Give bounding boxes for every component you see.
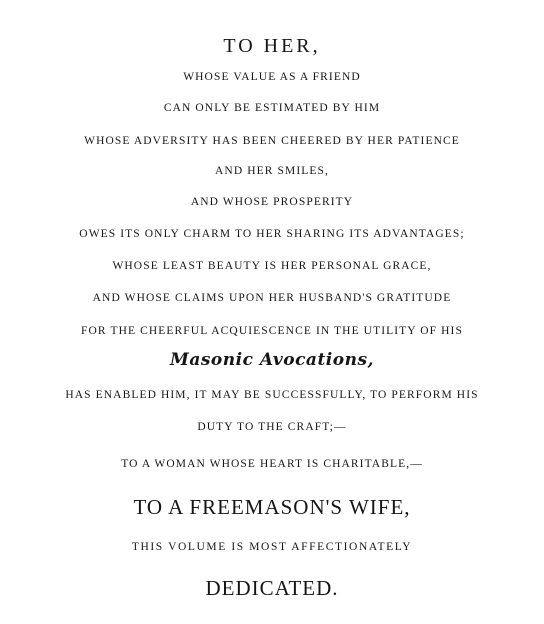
masonic-avocations: Masonic Avocations, xyxy=(170,350,374,370)
dedication-line-9: FOR THE CHEERFUL ACQUIESCENCE IN THE UTILITY OF HIS xyxy=(81,325,463,337)
dedication-line-3: WHOSE ADVERSITY HAS BEEN CHEERED BY HER PATIENCE xyxy=(84,135,460,147)
dedication-line-7: WHOSE LEAST BEAUTY IS HER PERSONAL GRACE, xyxy=(112,260,432,272)
dedication-line-5: AND WHOSE PROSPERITY xyxy=(190,196,354,208)
dedication-line-8: AND WHOSE CLAIMS UPON HER HUSBAND'S GRATITUDE xyxy=(92,292,452,304)
dedication-line-4: AND HER SMILES, xyxy=(215,165,329,177)
dedication-line-11: DUTY TO THE CRAFT;— xyxy=(197,421,347,433)
dedication-line-2: CAN ONLY BE ESTIMATED BY HIM xyxy=(163,102,381,114)
dedication-heading: TO HER, xyxy=(223,35,321,57)
dedication-line-1: WHOSE VALUE AS A FRIEND xyxy=(183,71,361,83)
dedication-line-10: HAS ENABLED HIM, IT MAY BE SUCCESSFULLY, TO PERFORM HIS xyxy=(65,389,479,401)
dedication-line-6: OWES ITS ONLY CHARM TO HER SHARING ITS ADVANTAGES; xyxy=(79,228,465,240)
dedication-line-12: TO A WOMAN WHOSE HEART IS CHARITABLE,— xyxy=(121,458,423,470)
dedicated: DEDICATED. xyxy=(205,576,339,600)
freemasons-wife: TO A FREEMASON'S WIFE, xyxy=(133,495,411,519)
volume-line: THIS VOLUME IS MOST AFFECTIONATELY xyxy=(131,541,413,553)
